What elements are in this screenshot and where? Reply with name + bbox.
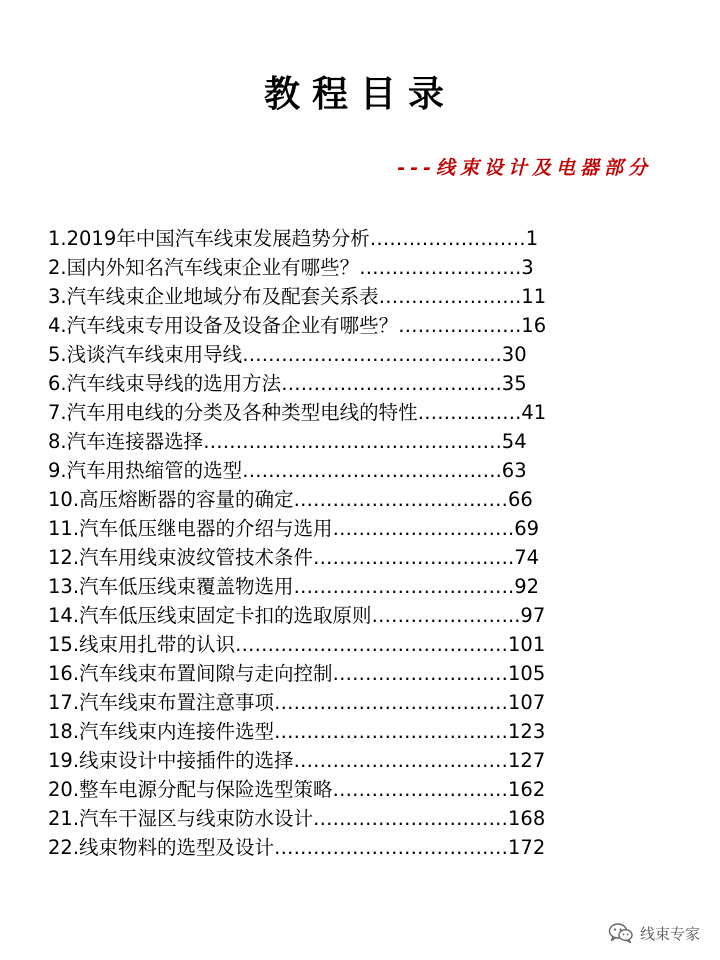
toc-entry: 10.高压熔断器的容量的确定……………………………66 (48, 488, 533, 511)
toc-entry: 15.线束用扎带的认识……………………………………101 (48, 633, 546, 656)
toc-entry: 17.汽车线束布置注意事项………………………………107 (48, 691, 546, 714)
toc-entry: 9.汽车用热缩管的选型………………………………….63 (48, 459, 527, 482)
toc-entry: 3.汽车线束企业地域分布及配套关系表………………….11 (48, 285, 547, 308)
toc-entry: 2.国内外知名汽车线束企业有哪些？…………………….3 (48, 256, 534, 279)
toc-entry: 11.汽车低压继电器的介绍与选用……………………….69 (48, 517, 540, 540)
toc-entry: 21.汽车干湿区与线束防水设计…………………………168 (48, 807, 546, 830)
toc-entry: 14.汽车低压线束固定卡扣的选取原则…………………..97 (48, 604, 546, 627)
toc-entry: 8.汽车连接器选择……………………………………….54 (48, 430, 527, 453)
toc-entry: 19.线束设计中接插件的选择……………………………127 (48, 749, 546, 772)
toc-entry: 12.汽车用线束波纹管技术条件………………………….74 (48, 546, 540, 569)
toc-entry: 4.汽车线束专用设备及设备企业有哪些？……………….16 (48, 314, 547, 337)
watermark-text: 线束专家 (639, 924, 700, 943)
toc-entry: 5.浅谈汽车线束用导线………………………………….30 (48, 343, 527, 366)
toc-entry: 22.线束物料的选型及设计………………………………172 (48, 836, 546, 859)
page-title: 教程目录 (263, 73, 456, 115)
table-of-contents (48, 224, 660, 862)
toc-entry: 7.汽车用电线的分类及各种类型电线的特性…………….41 (48, 401, 547, 424)
account-watermark (608, 922, 700, 944)
toc-entry: 20.整车电源分配与保险选型策略………………………162 (48, 778, 546, 801)
toc-entry: 18.汽车线束内连接件选型………………………………123 (48, 720, 546, 743)
toc-entry: 6.汽车线束导线的选用方法…………………………….35 (48, 372, 527, 395)
toc-entry: 13.汽车低压线束覆盖物选用…………………………….92 (48, 575, 540, 598)
wechat-icon (608, 922, 634, 944)
toc-entry: 1.2019年中国汽车线束发展趋势分析……………………1 (48, 227, 539, 250)
page-subtitle: ---线束设计及电器部分 (397, 157, 652, 179)
toc-entry: 16.汽车线束布置间隙与走向控制………………………105 (48, 662, 546, 685)
